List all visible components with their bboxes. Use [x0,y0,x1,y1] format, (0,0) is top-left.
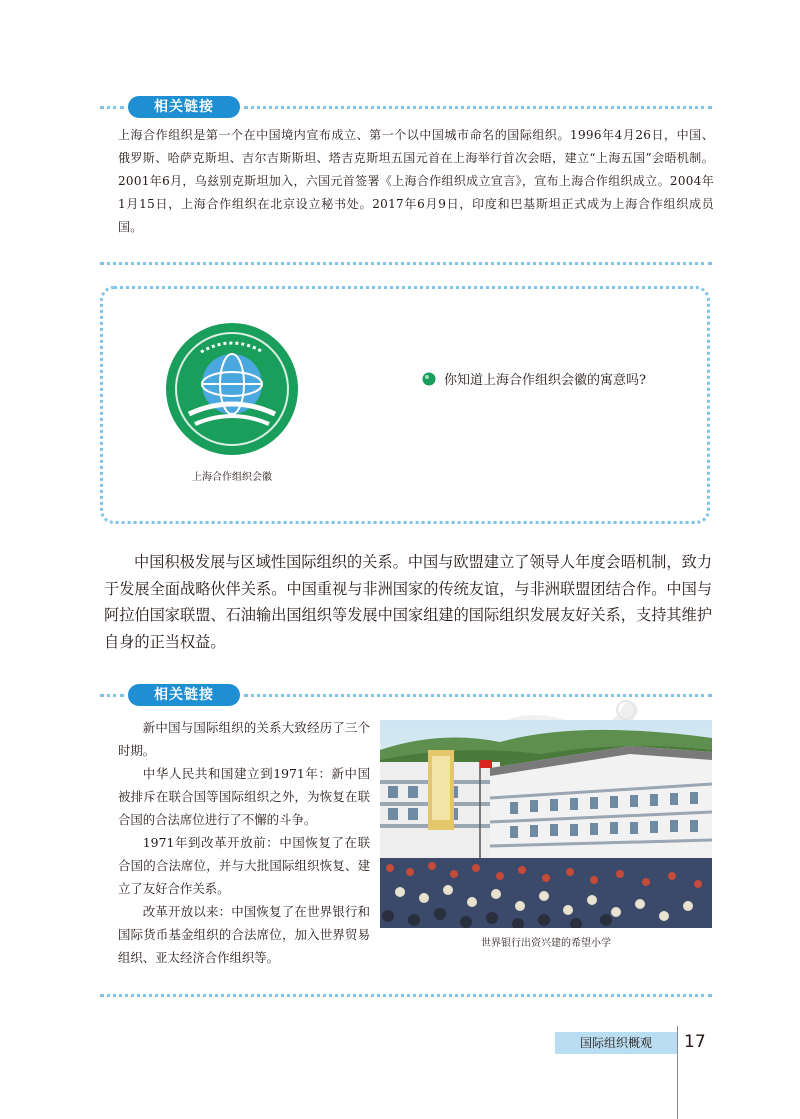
footer-divider-line [677,1026,678,1119]
section2-paragraph: 新中国与国际组织的关系大致经历了三个时期。 [118,720,370,758]
section2-bottom-dotted-line [100,994,712,997]
question-text: 你知道上海合作组织会徽的寓意吗? [444,373,646,388]
school-photo [380,720,712,928]
section2-text [118,716,370,969]
figure-question [422,369,646,388]
section1-badge: 相关链接 [128,96,240,118]
question-bullet-icon [422,372,436,386]
section1-top-dotted-line-right [244,106,712,109]
page-number: 17 [684,1032,706,1052]
section2-top-dotted-line [100,694,124,697]
section1-bottom-dotted-line [100,262,712,265]
emblem-caption: 上海合作组织会徽 [192,472,272,483]
photo-caption: 世界银行出资兴建的希望小学 [481,938,611,949]
body-paragraph-text: 中国积极发展与区域性国际组织的关系。中国与欧盟建立了领导人年度会晤机制，致力于发展全面战略伙伴关系。中国重视与非洲国家的传统友谊，与非洲联盟团结合作。中国与阿拉伯国家联盟、石油输出国组织等发展中国家组建的国际组织发展友好关系，支持其维护自身的正当权益。 [104,553,712,651]
chapter-label: 国际组织概观 [555,1032,677,1054]
section1-text: 上海合作组织是第一个在中国境内宣布成立、第一个以中国城市命名的国际组织。1996年4月26日，中国、俄罗斯、哈萨克斯坦、吉尔吉斯斯坦、塔吉克斯坦五国元首在上海举行首次会晤，建立“上海五国”会晤机制。2001年6月，乌兹别克斯坦加入，六国元首签署《上海合作组织成立宣言》，宣布上海合作组织成立。2004年1月15日，上海合作组织在北京设立秘书处。2017年6月9日，印度和巴基斯坦正式成为上海合作组织成员国。 [118,128,714,234]
section2-badge: 相关链接 [128,684,240,706]
section2-top-dotted-line-right [244,694,712,697]
section1-top-dotted-line [100,106,124,109]
section2-paragraph: 改革开放以来：中国恢复了在世界银行和国际货币基金组织的合法席位，加入世界贸易组织、亚太经济合作组织等。 [118,904,370,965]
body-paragraph [104,549,712,655]
sco-emblem-icon [165,322,299,456]
section2-paragraph: 1971年到改革开放前：中国恢复了在联合国的合法席位，并与大批国际组织恢复、建立了友好合作关系。 [118,835,370,896]
section2-paragraph: 中华人民共和国建立到1971年：新中国被排斥在联合国等国际组织之外，为恢复在联合国的合法席位进行了不懈的斗争。 [118,766,370,827]
